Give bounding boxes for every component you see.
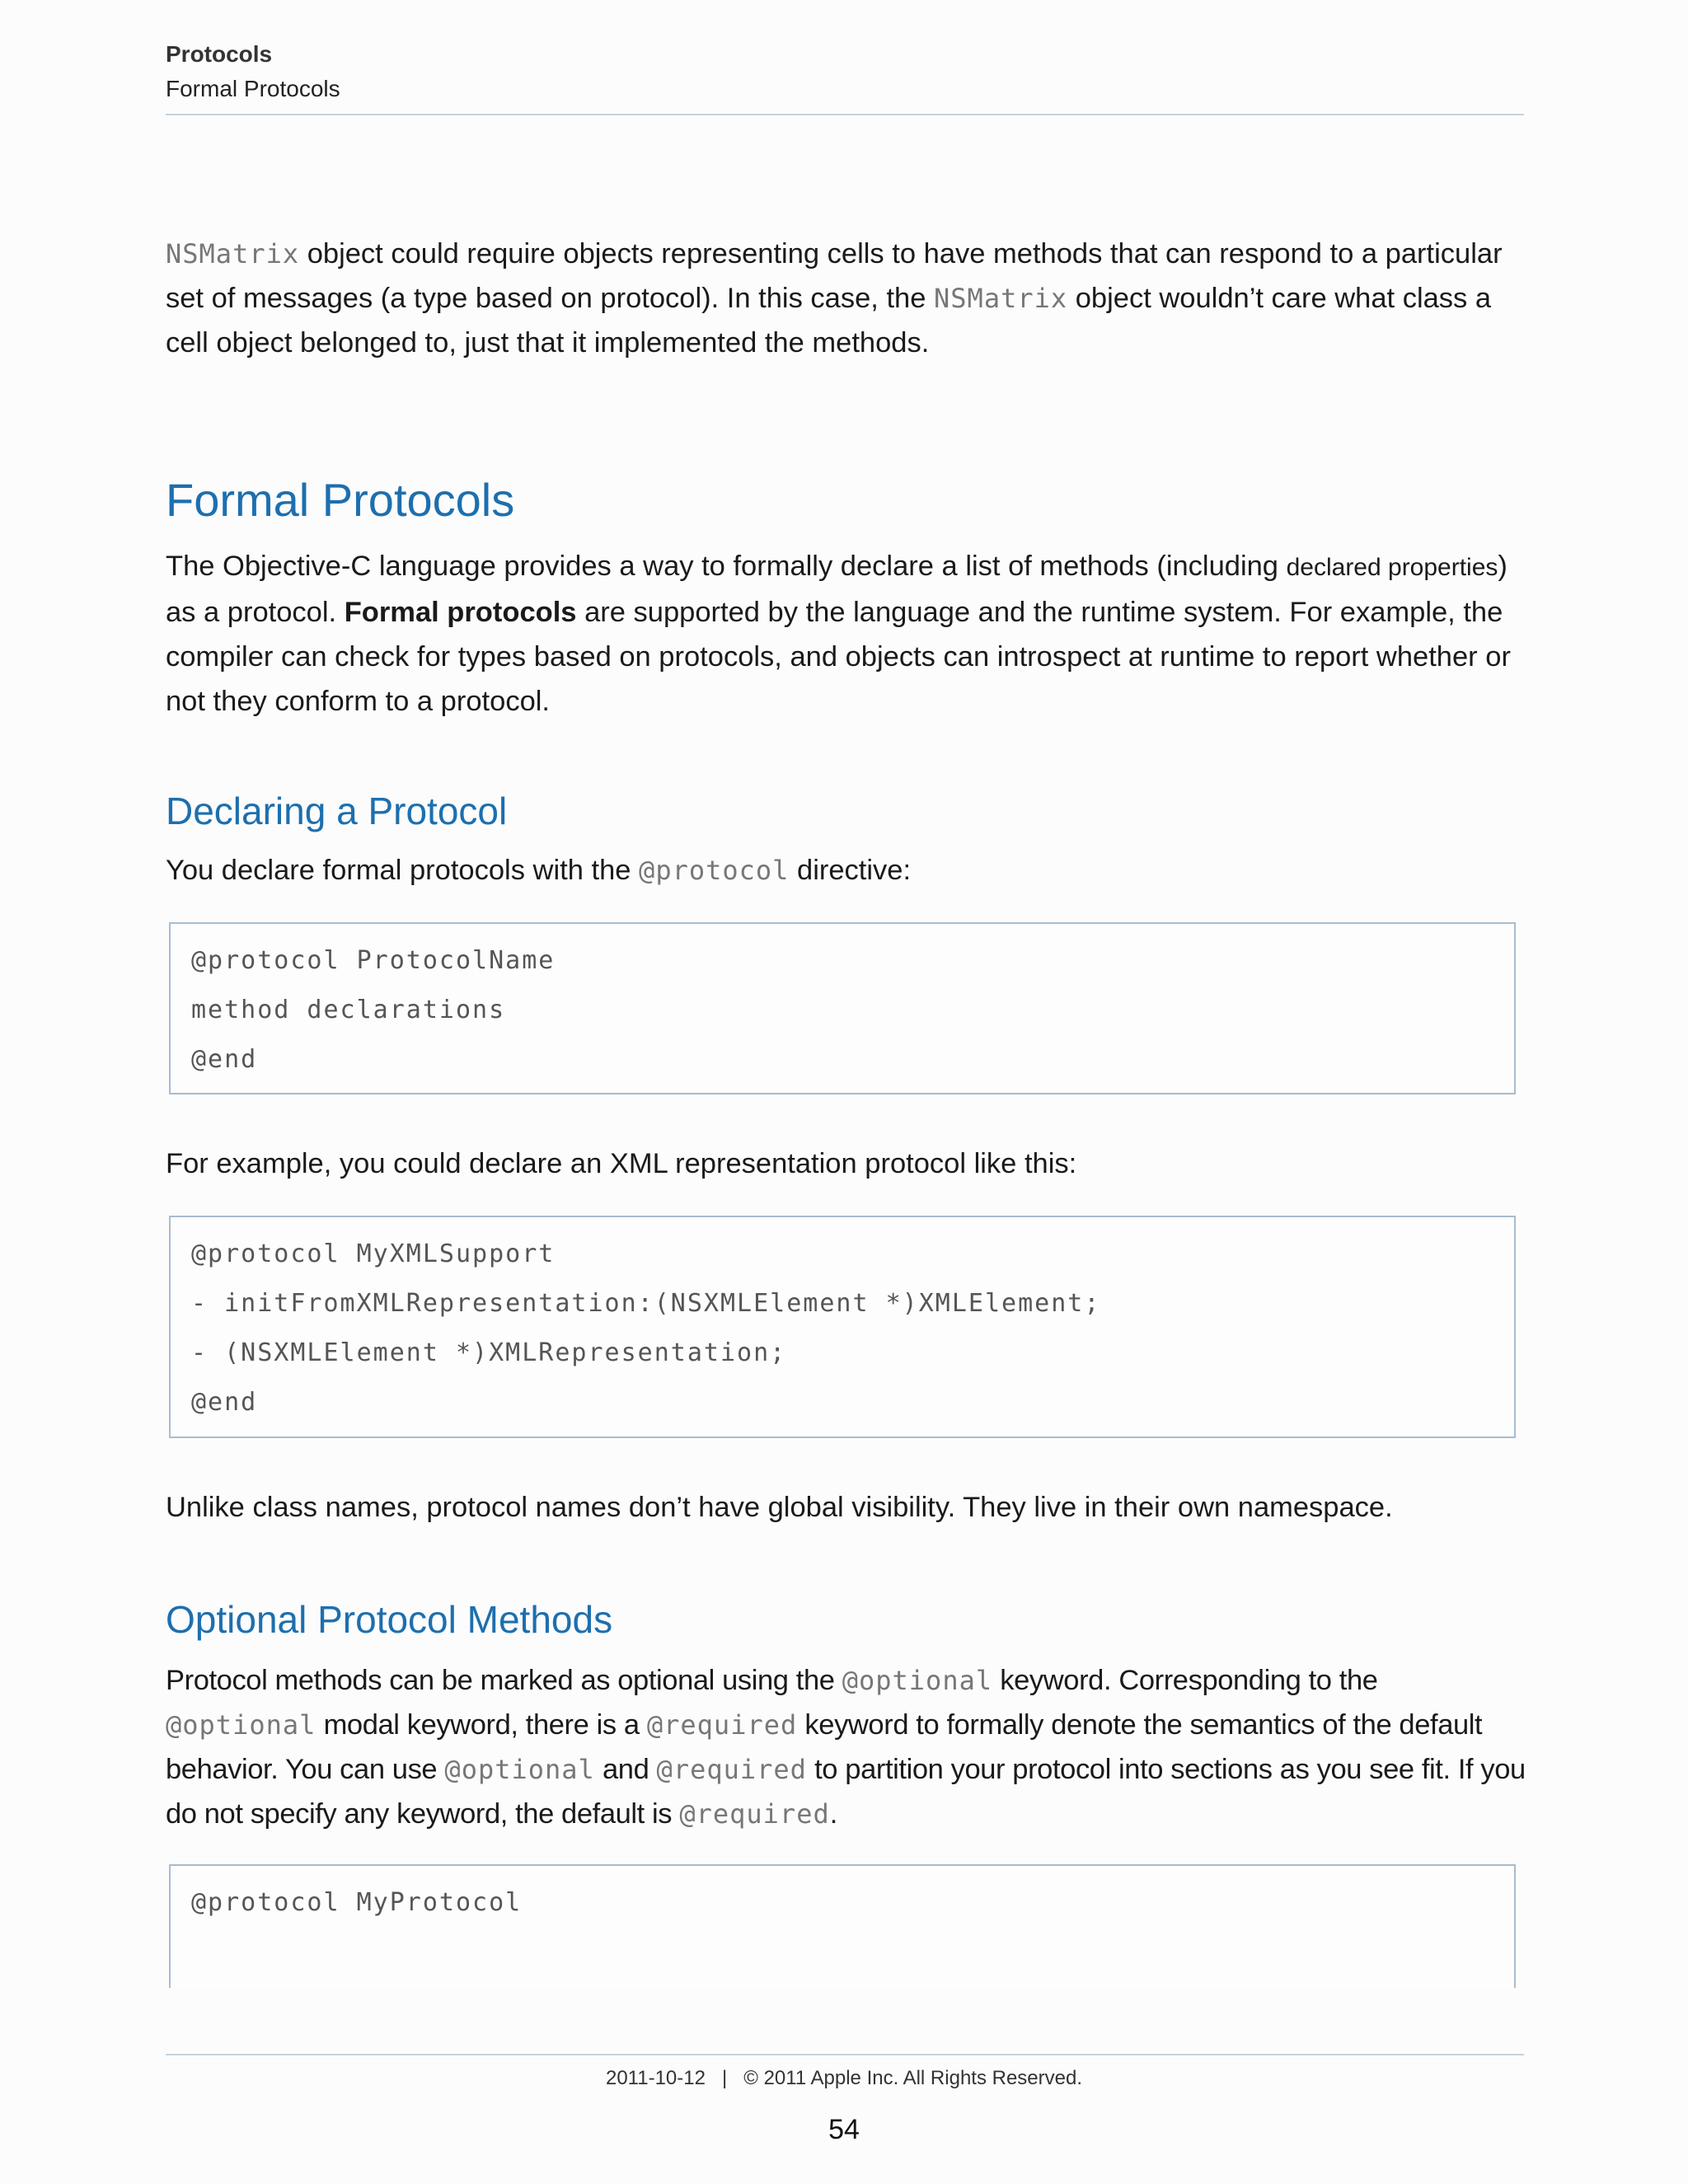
code-line: @protocol MyProtocol — [191, 1888, 523, 1917]
code-line: @end — [191, 1045, 258, 1074]
header-rule — [166, 114, 1524, 115]
code-line: @end — [191, 1388, 258, 1417]
bold-term: Formal protocols — [344, 597, 577, 628]
declaring-paragraph: You declare formal protocols with the @protocol directive: — [166, 855, 912, 886]
formal-protocols-paragraph: The Objective-C language provides a way to formally declare a list of methods (including declared properties) as a protocol. Formal protocols are supported by the language and the runtime system. For example, the compiler can check for types based on protocols, and objects can introspect at runtime to report whether or not they conform to a protocol. — [166, 551, 1511, 717]
subsection-title-declaring: Declaring a Protocol — [166, 790, 508, 832]
footer-rule — [166, 2054, 1524, 2055]
optional-paragraph: Protocol methods can be marked as optional using the @optional keyword. Corresponding to the @optional modal keyword, there is a @required keyword to formally denote the semantics of the default behavior. You can use @optional and @required to partition your protocol into sections as you see fit. If you do not specify any keyword, the default is @required. — [166, 1665, 1526, 1830]
header-section: Formal Protocols — [166, 76, 340, 101]
inline-code: @required — [646, 1709, 798, 1741]
inline-code: @optional — [166, 1709, 316, 1741]
inline-code: NSMatrix — [934, 283, 1068, 314]
header-chapter: Protocols — [166, 41, 273, 67]
inline-code: @optional — [842, 1665, 993, 1696]
code-line: @protocol ProtocolName — [191, 946, 556, 975]
xml-example-paragraph: For example, you could declare an XML representation protocol like this: — [166, 1148, 1077, 1179]
code-line: @protocol MyXMLSupport — [191, 1240, 556, 1268]
inline-code: NSMatrix — [166, 238, 300, 269]
code-line: - (NSXMLElement *)XMLRepresentation; — [191, 1338, 787, 1367]
section-title-formal-protocols: Formal Protocols — [166, 474, 515, 526]
code-line: - initFromXMLRepresentation:(NSXMLElement *)XMLElement; — [191, 1289, 1101, 1318]
inline-code: @required — [656, 1754, 807, 1785]
subsection-title-optional: Optional Protocol Methods — [166, 1598, 613, 1641]
inline-code: @optional — [444, 1754, 595, 1785]
code-block-xml-support — [169, 1216, 1516, 1438]
inline-code: @required — [679, 1798, 830, 1830]
namespace-paragraph: Unlike class names, protocol names don’t have global visibility. They live in their own namespace. — [166, 1492, 1393, 1523]
inline-code: @protocol — [639, 855, 790, 886]
page-number: 54 — [828, 2114, 860, 2145]
intro-paragraph: NSMatrix object could require objects representing cells to have methods that can respond to a particular set of messages (a type based on protocol). In this case, the NSMatrix object wouldn’t care what class a cell object belonged to, just that it implemented the methods. — [166, 238, 1503, 359]
declared-properties-link[interactable]: declared properties — [1286, 554, 1498, 581]
code-line: method declarations — [191, 996, 506, 1024]
code-block-my-protocol — [169, 1864, 1516, 1988]
footer-copyright: 2011-10-12 | © 2011 Apple Inc. All Rights Reserved. — [605, 2067, 1083, 2089]
page-header — [166, 36, 1524, 105]
code-block-protocol-syntax — [169, 922, 1516, 1094]
